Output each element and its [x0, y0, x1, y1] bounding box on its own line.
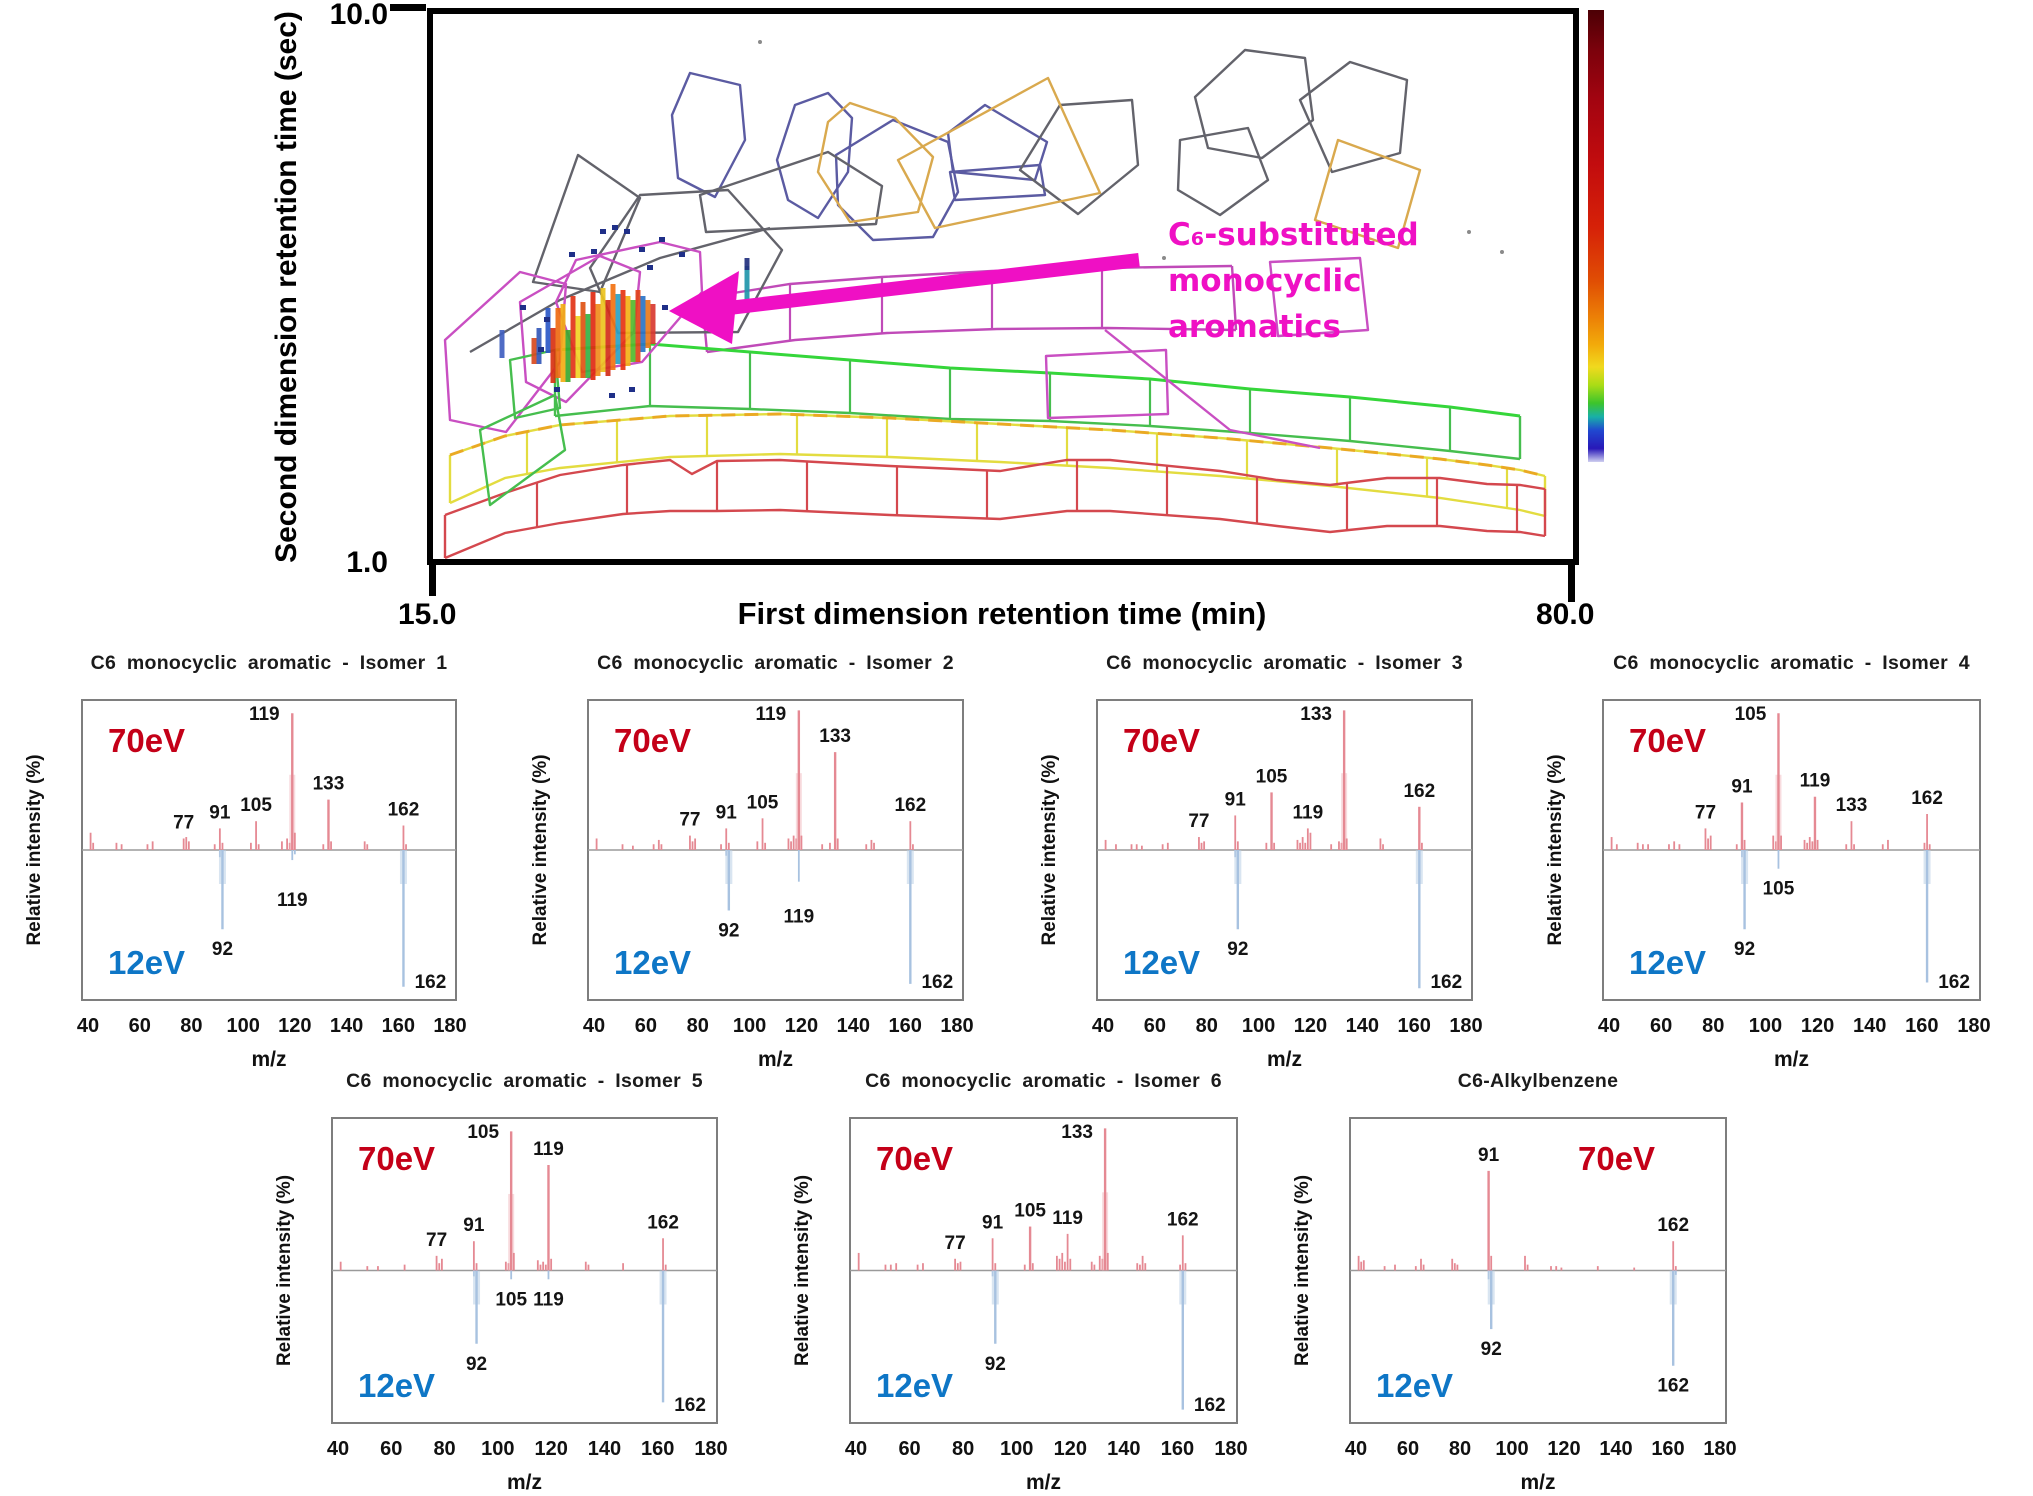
peak-label-12eV-162: 162	[1657, 1375, 1690, 1397]
x-tick-140: 140	[1599, 1438, 1633, 1460]
x-tick-40: 40	[76, 1015, 100, 1037]
peak-label-70eV-105: 105	[1255, 766, 1288, 788]
peak-label-70eV-77: 77	[1694, 802, 1717, 824]
panel-title: C6 monocyclic aromatic - Isomer 6	[865, 1070, 1222, 1092]
x-tick-80: 80	[952, 1438, 975, 1460]
x-tick-100: 100	[1748, 1015, 1783, 1037]
peak-label-12eV-92: 92	[1734, 939, 1756, 961]
energy-label-70eV: 70eV	[1578, 1140, 1656, 1177]
annotation-line-1: C₆-substituted	[1168, 217, 1419, 253]
peak-label-12eV-105: 105	[495, 1289, 528, 1311]
peak-label-12eV-119: 119	[783, 906, 815, 928]
x-tick-180: 180	[694, 1438, 728, 1460]
peak-label-70eV-105: 105	[1734, 704, 1767, 725]
peak-label-70eV-133: 133	[1061, 1122, 1093, 1143]
peak-label-70eV-77: 77	[426, 1229, 448, 1251]
x-tick-180: 180	[1214, 1438, 1248, 1460]
peak-label-70eV-91: 91	[982, 1212, 1004, 1234]
spectrum-svg	[1290, 1063, 1761, 1496]
panel-x-label: m/z	[1773, 1048, 1810, 1071]
intensity-colorbar	[1588, 10, 1604, 462]
energy-label-12eV: 12eV	[876, 1367, 954, 1404]
peak-label-70eV-77: 77	[1188, 811, 1210, 833]
x-tick-100: 100	[1495, 1438, 1529, 1460]
peak-label-12eV-92: 92	[1480, 1339, 1502, 1361]
peak-label-12eV-92: 92	[984, 1353, 1006, 1375]
peak-label-70eV-162: 162	[1166, 1209, 1199, 1231]
peak-label-12eV-119: 119	[533, 1289, 564, 1311]
y-axis-tick-mark	[390, 4, 426, 11]
peak-label-70eV-91: 91	[1731, 776, 1753, 798]
spectrum-svg	[1037, 645, 1507, 1080]
x-tick-160: 160	[1651, 1438, 1685, 1460]
x-tick-80: 80	[1702, 1015, 1725, 1037]
annotation-line-2: monocyclic	[1168, 263, 1362, 299]
peak-label-70eV-91: 91	[463, 1215, 485, 1237]
peak-label-12eV-162: 162	[921, 972, 954, 993]
peak-label-12eV-162: 162	[674, 1395, 706, 1416]
panel-y-label: Relative intensity (%)	[274, 1174, 295, 1367]
energy-label-70eV: 70eV	[1123, 722, 1201, 759]
panel-title: C6 monocyclic aromatic - Isomer 4	[1613, 652, 1970, 674]
energy-label-70eV: 70eV	[614, 722, 692, 759]
peak-label-70eV-119: 119	[248, 704, 280, 725]
x-tick-40: 40	[582, 1015, 606, 1037]
x-tick-140: 140	[836, 1015, 870, 1037]
peak-label-70eV-133: 133	[1835, 795, 1868, 817]
x-tick-180: 180	[1449, 1015, 1483, 1037]
panel-x-label: m/z	[506, 1471, 543, 1494]
spectrum-svg	[790, 1063, 1272, 1496]
x-tick-40: 40	[1091, 1015, 1115, 1037]
x-tick-80: 80	[433, 1438, 456, 1460]
spectrum-svg	[1543, 645, 2015, 1080]
panel-title: C6 monocyclic aromatic - Isomer 1	[90, 652, 448, 674]
x-tick-100: 100	[732, 1015, 767, 1037]
x-tick-120: 120	[278, 1015, 312, 1037]
peak-label-70eV-77: 77	[679, 809, 701, 831]
x-tick-60: 60	[128, 1015, 151, 1037]
peak-label-70eV-119: 119	[1292, 802, 1324, 824]
x-tick-80: 80	[1195, 1015, 1218, 1037]
x-tick-160: 160	[888, 1015, 922, 1037]
peak-label-70eV-162: 162	[1911, 788, 1943, 809]
peak-label-70eV-77: 77	[944, 1232, 966, 1254]
peak-label-12eV-92: 92	[211, 939, 234, 961]
energy-label-12eV: 12eV	[358, 1367, 436, 1404]
peak-label-12eV-162: 162	[1193, 1395, 1226, 1416]
panel-y-label: Relative intensity (%)	[1039, 754, 1060, 946]
x-tick-80: 80	[1448, 1438, 1472, 1460]
x-tick-180: 180	[1703, 1438, 1737, 1460]
panel-title: C6-Alkylbenzene	[1457, 1070, 1619, 1092]
x-tick-100: 100	[226, 1015, 260, 1037]
energy-label-12eV: 12eV	[108, 944, 186, 981]
peak-label-12eV-162: 162	[1938, 972, 1970, 993]
peak-label-70eV-162: 162	[387, 799, 420, 821]
peak-label-70eV-162: 162	[647, 1212, 679, 1234]
x-tick-160: 160	[1397, 1015, 1431, 1037]
x-tick-160: 160	[1905, 1015, 1939, 1037]
x-tick-60: 60	[634, 1015, 657, 1037]
panel-y-label: Relative intensity (%)	[24, 754, 45, 946]
peak-label-70eV-162: 162	[1657, 1215, 1690, 1237]
peak-label-70eV-133: 133	[312, 773, 345, 795]
peak-label-12eV-92: 92	[718, 920, 740, 942]
spectrum-panel-6	[790, 1063, 1272, 1496]
panel-y-label: Relative intensity (%)	[1545, 754, 1566, 946]
peak-label-70eV-91: 91	[1478, 1144, 1500, 1166]
y-tick-max: 10.0	[329, 0, 388, 31]
panel-x-label: m/z	[1520, 1471, 1556, 1494]
spectrum-panel-4	[1543, 645, 2015, 1085]
peak-label-70eV-105: 105	[240, 795, 272, 817]
x-tick-min: 15.0	[398, 598, 457, 631]
panel-title: C6 monocyclic aromatic - Isomer 3	[1106, 652, 1463, 674]
x-tick-180: 180	[1957, 1015, 1991, 1037]
spectrum-panel-3	[1037, 645, 1507, 1085]
panel-x-label: m/z	[1266, 1048, 1303, 1071]
x-tick-100: 100	[481, 1438, 515, 1460]
x-tick-80: 80	[686, 1015, 709, 1037]
x-tick-40: 40	[844, 1438, 868, 1460]
panel-title: C6 monocyclic aromatic - Isomer 5	[346, 1070, 703, 1092]
peak-label-12eV-162: 162	[414, 972, 447, 993]
peak-label-70eV-105: 105	[1014, 1200, 1046, 1222]
peak-label-12eV-92: 92	[465, 1353, 488, 1375]
peak-label-70eV-105: 105	[746, 792, 779, 814]
peak-label-70eV-105: 105	[467, 1122, 500, 1143]
spectrum-panel-7	[1290, 1063, 1761, 1496]
x-tick-120: 120	[1547, 1438, 1581, 1460]
chromatogram-y-axis-label: Second dimension retention time (sec)	[270, 11, 303, 563]
x-tick-180: 180	[940, 1015, 974, 1037]
annotation-line-3: aromatics	[1168, 309, 1341, 345]
chromatogram-x-axis-label: First dimension retention time (min)	[737, 596, 1267, 631]
peak-label-70eV-77: 77	[173, 812, 195, 834]
energy-label-12eV: 12eV	[1629, 944, 1707, 981]
energy-label-70eV: 70eV	[358, 1140, 436, 1177]
spectrum-svg	[272, 1063, 752, 1496]
peak-label-70eV-133: 133	[1300, 704, 1332, 725]
x-tick-60: 60	[1650, 1015, 1673, 1037]
peak-label-70eV-162: 162	[894, 795, 927, 817]
energy-label-70eV: 70eV	[108, 722, 186, 759]
x-tick-120: 120	[1800, 1015, 1835, 1037]
peak-label-12eV-105: 105	[1762, 878, 1795, 900]
x-tick-140: 140	[1345, 1015, 1379, 1037]
spectrum-svg	[528, 645, 998, 1080]
peak-label-12eV-162: 162	[1430, 972, 1463, 993]
spectrum-svg	[22, 645, 491, 1080]
energy-label-12eV: 12eV	[1376, 1367, 1454, 1404]
x-tick-140: 140	[1107, 1438, 1141, 1460]
peak-label-70eV-119: 119	[1052, 1207, 1083, 1229]
x-tick-180: 180	[433, 1015, 467, 1037]
energy-label-12eV: 12eV	[1123, 944, 1201, 981]
x-tick-120: 120	[1293, 1015, 1328, 1037]
panel-y-label: Relative intensity (%)	[1292, 1174, 1313, 1367]
panel-x-label: m/z	[251, 1048, 287, 1071]
x-tick-60: 60	[1396, 1438, 1420, 1460]
x-tick-max: 80.0	[1536, 598, 1595, 631]
peak-label-70eV-91: 91	[209, 802, 231, 824]
peak-label-70eV-91: 91	[1224, 789, 1246, 811]
x-tick-140: 140	[587, 1438, 622, 1460]
x-tick-120: 120	[1053, 1438, 1087, 1460]
x-tick-100: 100	[1241, 1015, 1276, 1037]
panel-x-label: m/z	[1025, 1471, 1062, 1494]
peak-label-12eV-92: 92	[1227, 939, 1249, 961]
peak-label-12eV-119: 119	[276, 890, 308, 912]
x-tick-60: 60	[380, 1438, 403, 1460]
x-tick-160: 160	[1160, 1438, 1195, 1460]
x-tick-120: 120	[534, 1438, 568, 1460]
x-tick-40: 40	[1597, 1015, 1621, 1037]
y-tick-min: 1.0	[346, 546, 388, 579]
energy-label-12eV: 12eV	[614, 944, 692, 981]
panel-x-label: m/z	[757, 1048, 794, 1071]
panel-title: C6 monocyclic aromatic - Isomer 2	[597, 652, 954, 674]
energy-label-70eV: 70eV	[876, 1140, 954, 1177]
spectrum-panel-1	[22, 645, 491, 1085]
panel-y-label: Relative intensity (%)	[530, 754, 551, 946]
energy-label-70eV: 70eV	[1629, 722, 1707, 759]
peak-label-70eV-133: 133	[819, 726, 851, 748]
peak-label-70eV-91: 91	[715, 802, 737, 824]
x-tick-40: 40	[326, 1438, 350, 1460]
class-annotation	[1168, 212, 1419, 350]
x-tick-40: 40	[1344, 1438, 1368, 1460]
x-tick-80: 80	[180, 1015, 203, 1037]
x-tick-140: 140	[329, 1015, 364, 1037]
panel-y-label: Relative intensity (%)	[792, 1174, 813, 1367]
x-tick-60: 60	[1143, 1015, 1166, 1037]
peak-label-70eV-119: 119	[1799, 770, 1831, 792]
x-tick-100: 100	[1000, 1438, 1034, 1460]
x-tick-160: 160	[381, 1015, 415, 1037]
x-tick-160: 160	[641, 1438, 675, 1460]
x-tick-140: 140	[1853, 1015, 1887, 1037]
x-tick-120: 120	[784, 1015, 819, 1037]
peak-label-70eV-162: 162	[1403, 780, 1436, 802]
x-tick-60: 60	[898, 1438, 921, 1460]
peak-label-70eV-119: 119	[755, 704, 787, 725]
spectrum-panel-2	[528, 645, 998, 1085]
spectrum-panel-5	[272, 1063, 752, 1496]
peak-label-70eV-119: 119	[533, 1139, 564, 1161]
